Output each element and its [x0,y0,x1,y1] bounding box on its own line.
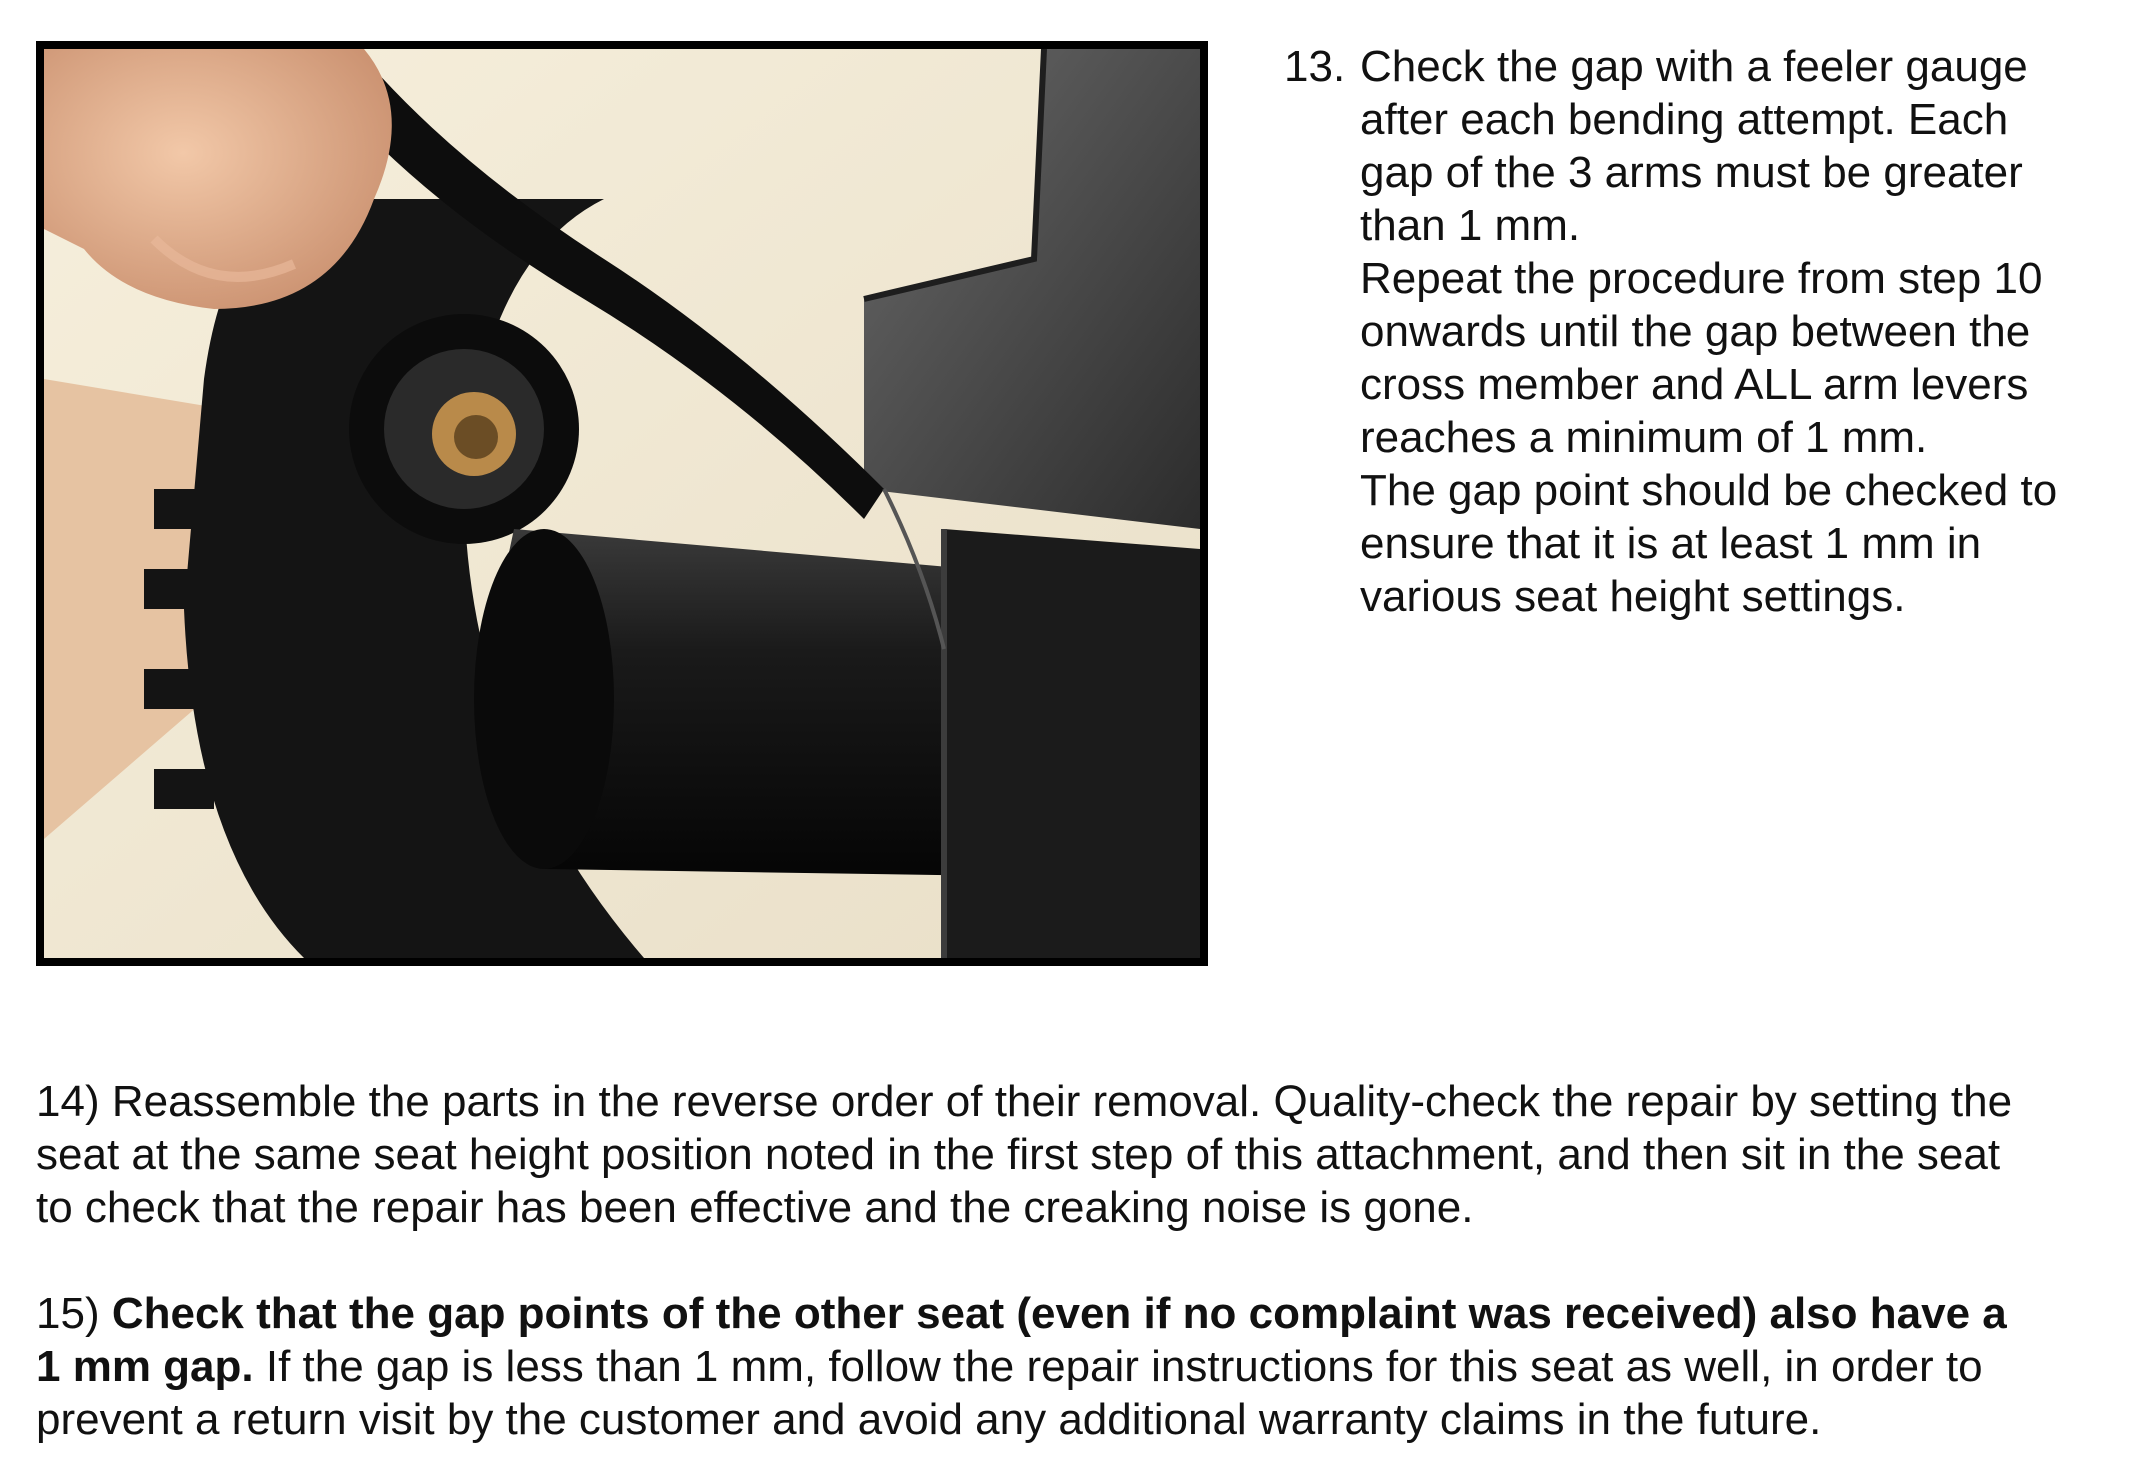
step-15 [36,1287,2126,1446]
step-15-line-3: prevent a return visit by the customer and avoid any additional warranty claims in the future. [36,1395,1822,1444]
step-13-line: Repeat the procedure from step 10 [1360,254,2043,303]
step-15-bold-text: 1 mm gap. [36,1342,254,1391]
step-15-line-2 [36,1340,2126,1393]
step-13-line: gap of the 3 arms must be greater [1360,148,2023,197]
step-13-number: 13. [1284,42,1346,91]
step-14-line: seat at the same seat height position noted in the first step of this attachment, and then sit in the seat [36,1130,2001,1179]
step-13-line: Check the gap with a feeler gauge [1360,42,2028,91]
step-14 [36,1075,2126,1234]
step-14-line: 14) Reassemble the parts in the reverse order of their removal. Quality-check the repair by setting the [36,1077,2013,1126]
step-13-text [1360,40,2104,623]
step-13-line: after each bending attempt. Each [1360,95,2009,144]
step-13-line: ensure that it is at least 1 mm in [1360,519,1982,568]
step-13-line: onwards until the gap between the [1360,307,2031,356]
step-13-line: various seat height settings. [1360,572,1906,621]
step-15-text: If the gap is less than 1 mm, follow the repair instructions for this seat as well, in order to [253,1342,1983,1391]
feeler-gauge-photo [36,41,1208,966]
step-14-line: to check that the repair has been effective and the creaking noise is gone. [36,1183,1474,1232]
step-13 [1284,40,2104,623]
step-15-number: 15) [36,1289,112,1338]
step-13-line: than 1 mm. [1360,201,1581,250]
step-15-bold-text: Check that the gap points of the other seat (even if no complaint was received) also have a [111,1289,2007,1338]
step-15-line-1 [36,1287,2126,1340]
seat-mechanism-illustration [44,49,1200,958]
step-13-line: The gap point should be checked to [1360,466,2058,515]
step-13-line: reaches a minimum of 1 mm. [1360,413,1928,462]
step-13-line: cross member and ALL arm levers [1360,360,2029,409]
